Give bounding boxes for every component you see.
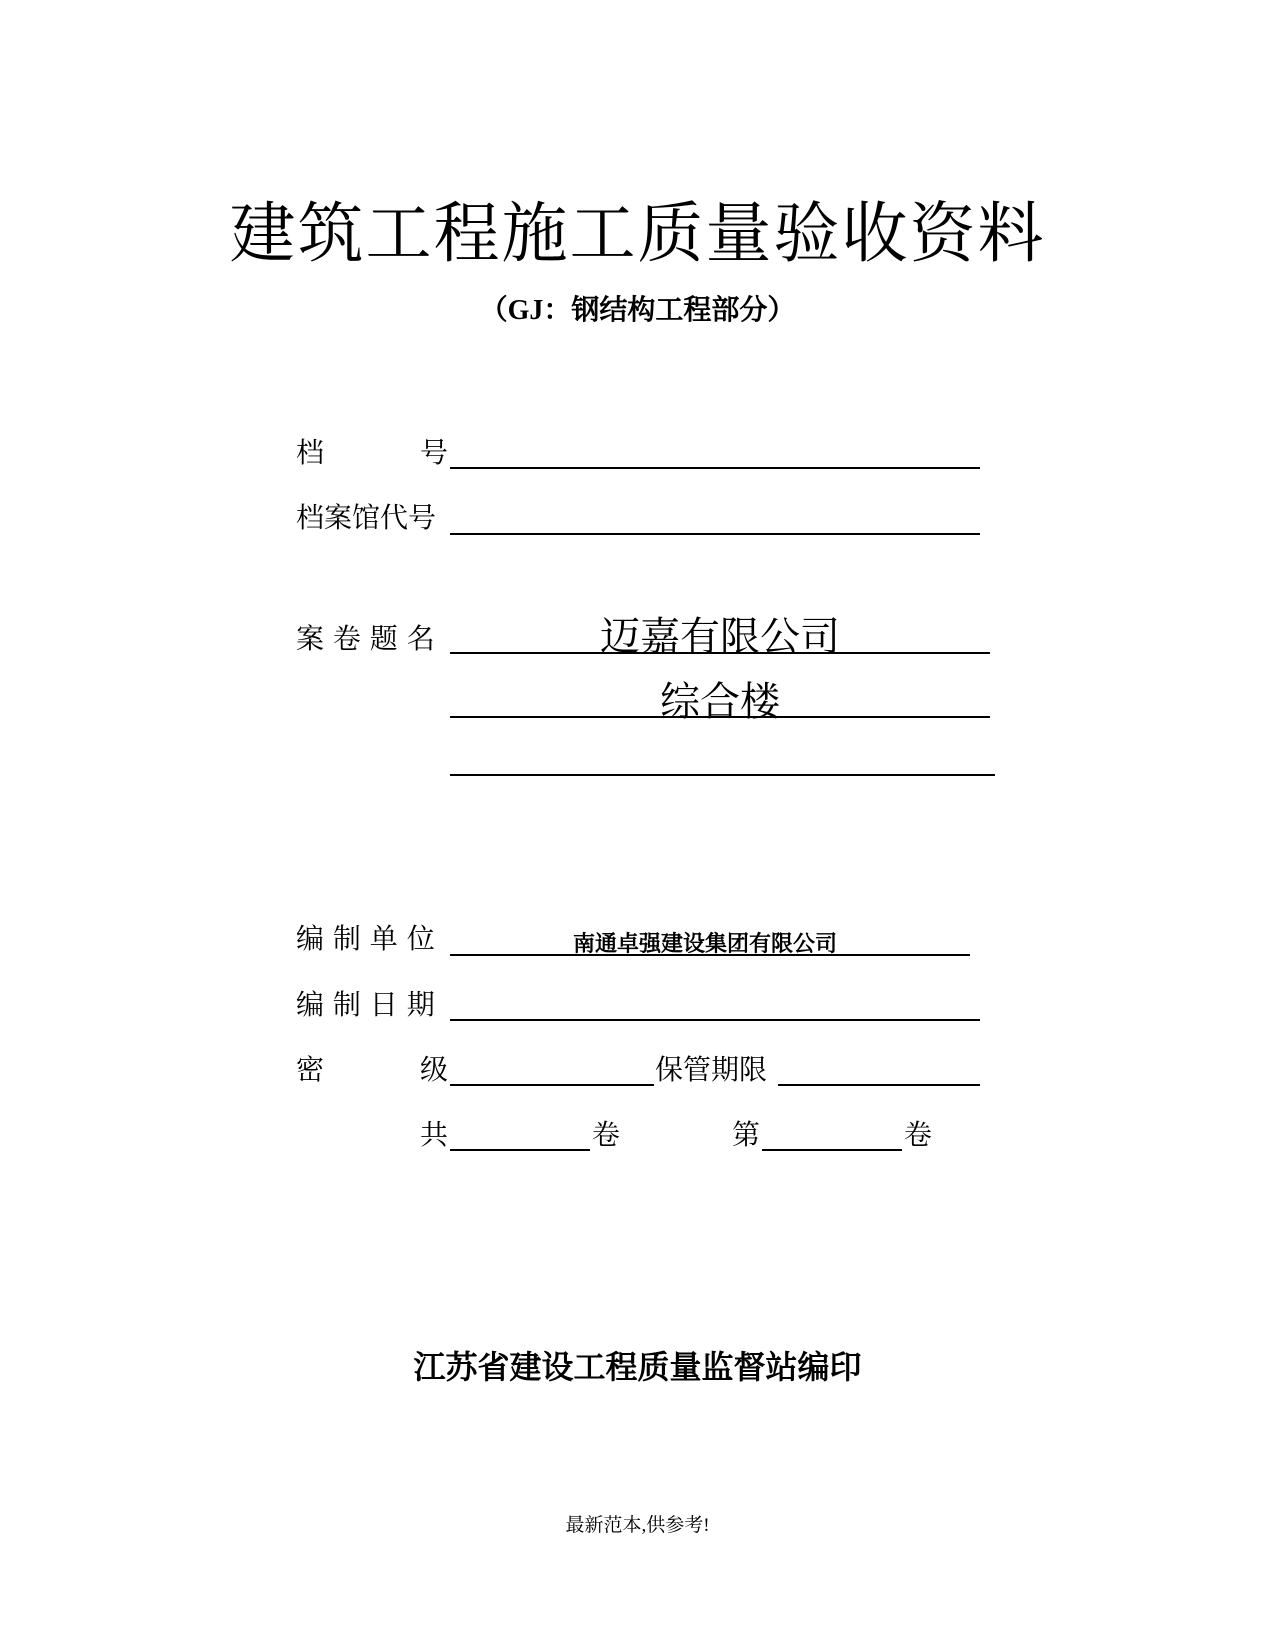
case-title-line1: 迈嘉有限公司 [600, 614, 840, 660]
secret-label-b: 级 [420, 1053, 449, 1086]
case-title-field-1 [450, 652, 990, 654]
archive-code-label: 档案馆代号 [296, 501, 437, 534]
document-title: 建筑工程施工质量验收资料 [229, 195, 1046, 272]
date-label: 编 制 日 期 [296, 988, 435, 1021]
case-title-label: 案 卷 题 名 [296, 622, 435, 655]
volume-label-1: 卷 [592, 1118, 621, 1151]
case-title-line2: 综合楼 [660, 679, 780, 725]
total-field [450, 1149, 590, 1151]
case-title-field-3 [450, 774, 995, 776]
archive-no-label-b: 号 [420, 436, 449, 469]
index-label: 第 [732, 1118, 761, 1151]
case-title-field-2 [450, 716, 990, 718]
archive-no-label-a: 档 [296, 436, 325, 469]
unit-label: 编 制 单 位 [296, 922, 435, 955]
index-field [762, 1149, 902, 1151]
date-field [450, 1019, 980, 1021]
unit-value: 南通卓强建设集团有限公司 [572, 931, 837, 957]
volume-label-2: 卷 [904, 1118, 933, 1151]
secret-label-a: 密 [296, 1053, 325, 1086]
secret-field [450, 1084, 654, 1086]
unit-field [450, 954, 970, 956]
archive-no-field [450, 467, 980, 469]
footer-note: 最新范本,供参考! [565, 1515, 710, 1536]
publisher: 江苏省建设工程质量监督站编印 [413, 1348, 862, 1386]
total-label: 共 [420, 1118, 449, 1151]
archive-code-field [450, 533, 980, 535]
retention-label: 保管期限 [655, 1053, 768, 1086]
document-subtitle: （GJ：钢结构工程部分） [479, 295, 796, 326]
retention-field [778, 1084, 980, 1086]
